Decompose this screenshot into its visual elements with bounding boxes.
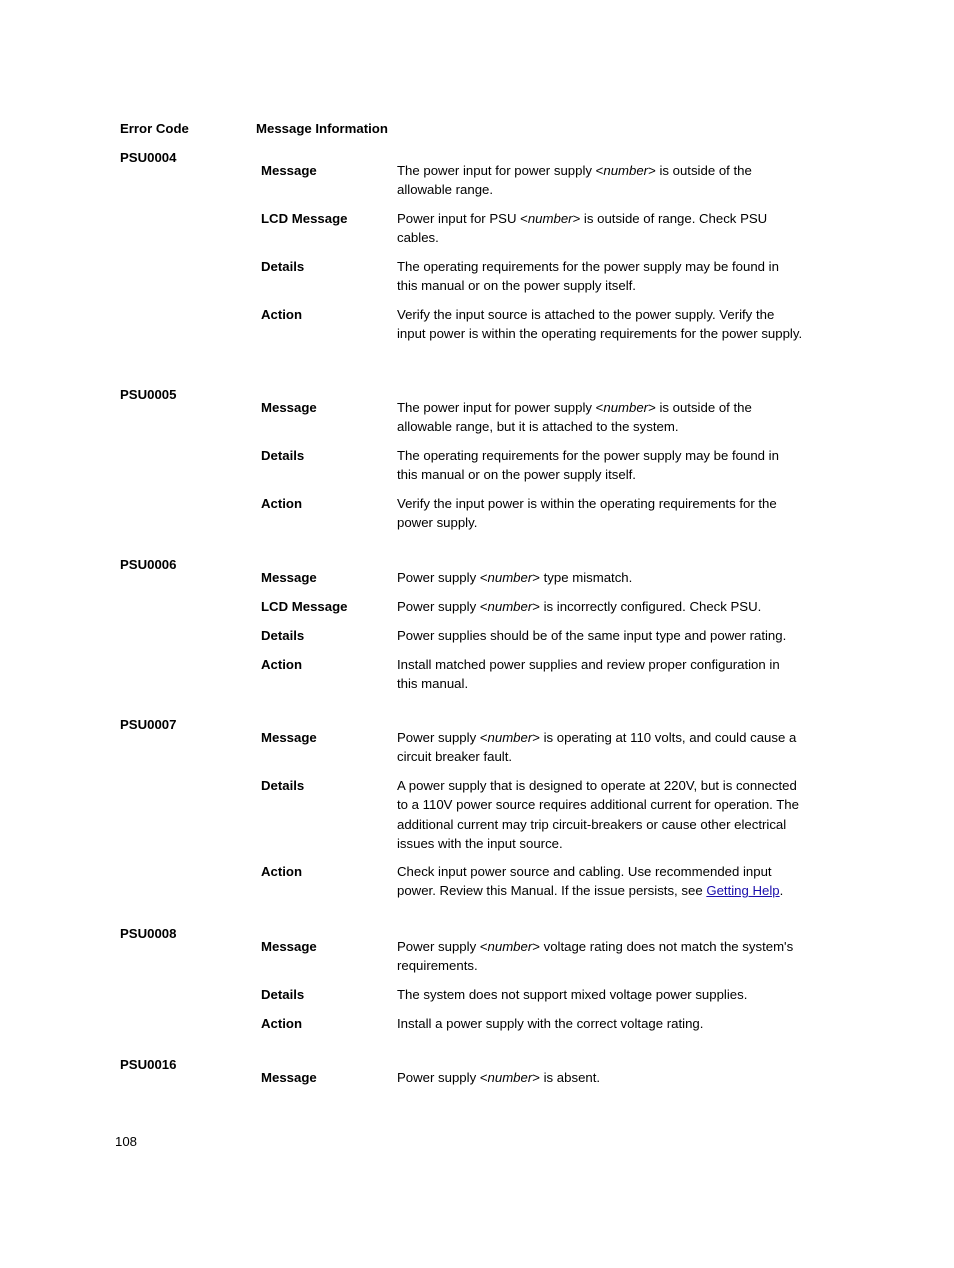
row-label: Message <box>261 570 317 585</box>
page-number: 108 <box>115 1134 138 1149</box>
row-label: Details <box>261 778 305 793</box>
row-label: Action <box>261 864 303 879</box>
row-text: The operating requirements for the power supply may be found in this manual or on the power supply itself. <box>397 448 779 483</box>
row-label: Details <box>261 628 305 643</box>
row-label: Details <box>261 448 305 463</box>
row-text: A power supply that is designed to operate at 220V, but is connected to a 110V power source requires additional current for operation. The additional current may trip circuit-breakers or cause other electrical issues with the input source. <box>397 778 799 851</box>
row-text: Verify the input source is attached to the power supply. Verify the input power is within the operating requirements for the power supply. <box>397 307 803 342</box>
row-label: Details <box>261 259 305 274</box>
error-code: PSU0005 <box>120 387 177 402</box>
header-error-code: Error Code <box>120 121 189 136</box>
row-text: Power supply <number> type mismatch. <box>397 570 633 585</box>
row-label: Action <box>261 307 303 322</box>
row-label: Message <box>261 1070 317 1085</box>
error-code: PSU0004 <box>120 150 177 165</box>
row-text: The operating requirements for the power supply may be found in this manual or on the power supply itself. <box>397 259 779 294</box>
getting-help-link[interactable]: Getting Help <box>706 883 780 899</box>
row-text: The system does not support mixed voltage power supplies. <box>397 987 748 1002</box>
row-text: Power supply <number> is operating at 110 volts, and could cause a circuit breaker fault. <box>397 730 797 765</box>
row-text: Install matched power supplies and review proper configuration in this manual. <box>397 657 780 692</box>
row-text: Power supply <number> is absent. <box>397 1070 601 1085</box>
row-label: Action <box>261 496 303 511</box>
error-code: PSU0007 <box>120 717 177 732</box>
row-text: Verify the input power is within the operating requirements for the power supply. <box>397 496 777 531</box>
row-text: The power input for power supply <number> is outside of the allowable range, but it is attached to the system. <box>397 400 752 435</box>
row-text: Power supplies should be of the same input type and power rating. <box>397 628 787 643</box>
row-label: Message <box>261 163 317 178</box>
row-label: Message <box>261 400 317 415</box>
row-label: Action <box>261 1016 303 1031</box>
error-code: PSU0008 <box>120 926 177 941</box>
error-code: PSU0016 <box>120 1057 177 1072</box>
row-text: Power supply <number> is incorrectly configured. Check PSU. <box>397 599 762 614</box>
row-label: Action <box>261 657 303 672</box>
row-text: Power input for PSU <number> is outside of range. Check PSU cables. <box>397 211 768 246</box>
error-code: PSU0006 <box>120 557 177 572</box>
row-label: LCD Message <box>261 211 348 226</box>
row-label: Message <box>261 730 317 745</box>
row-text: The power input for power supply <number> is outside of the allowable range. <box>397 163 752 198</box>
row-label: Message <box>261 939 317 954</box>
row-text: Install a power supply with the correct voltage rating. <box>397 1016 704 1031</box>
row-label: Details <box>261 987 305 1002</box>
row-text: Check input power source and cabling. Use recommended input power. Review this Manual. If the issue persists, see Getting Help. <box>397 864 784 899</box>
header-message-information: Message Information <box>256 121 388 136</box>
row-text: Power supply <number> voltage rating does not match the system's requirements. <box>397 939 794 974</box>
row-label: LCD Message <box>261 599 348 614</box>
table-header <box>120 119 820 139</box>
